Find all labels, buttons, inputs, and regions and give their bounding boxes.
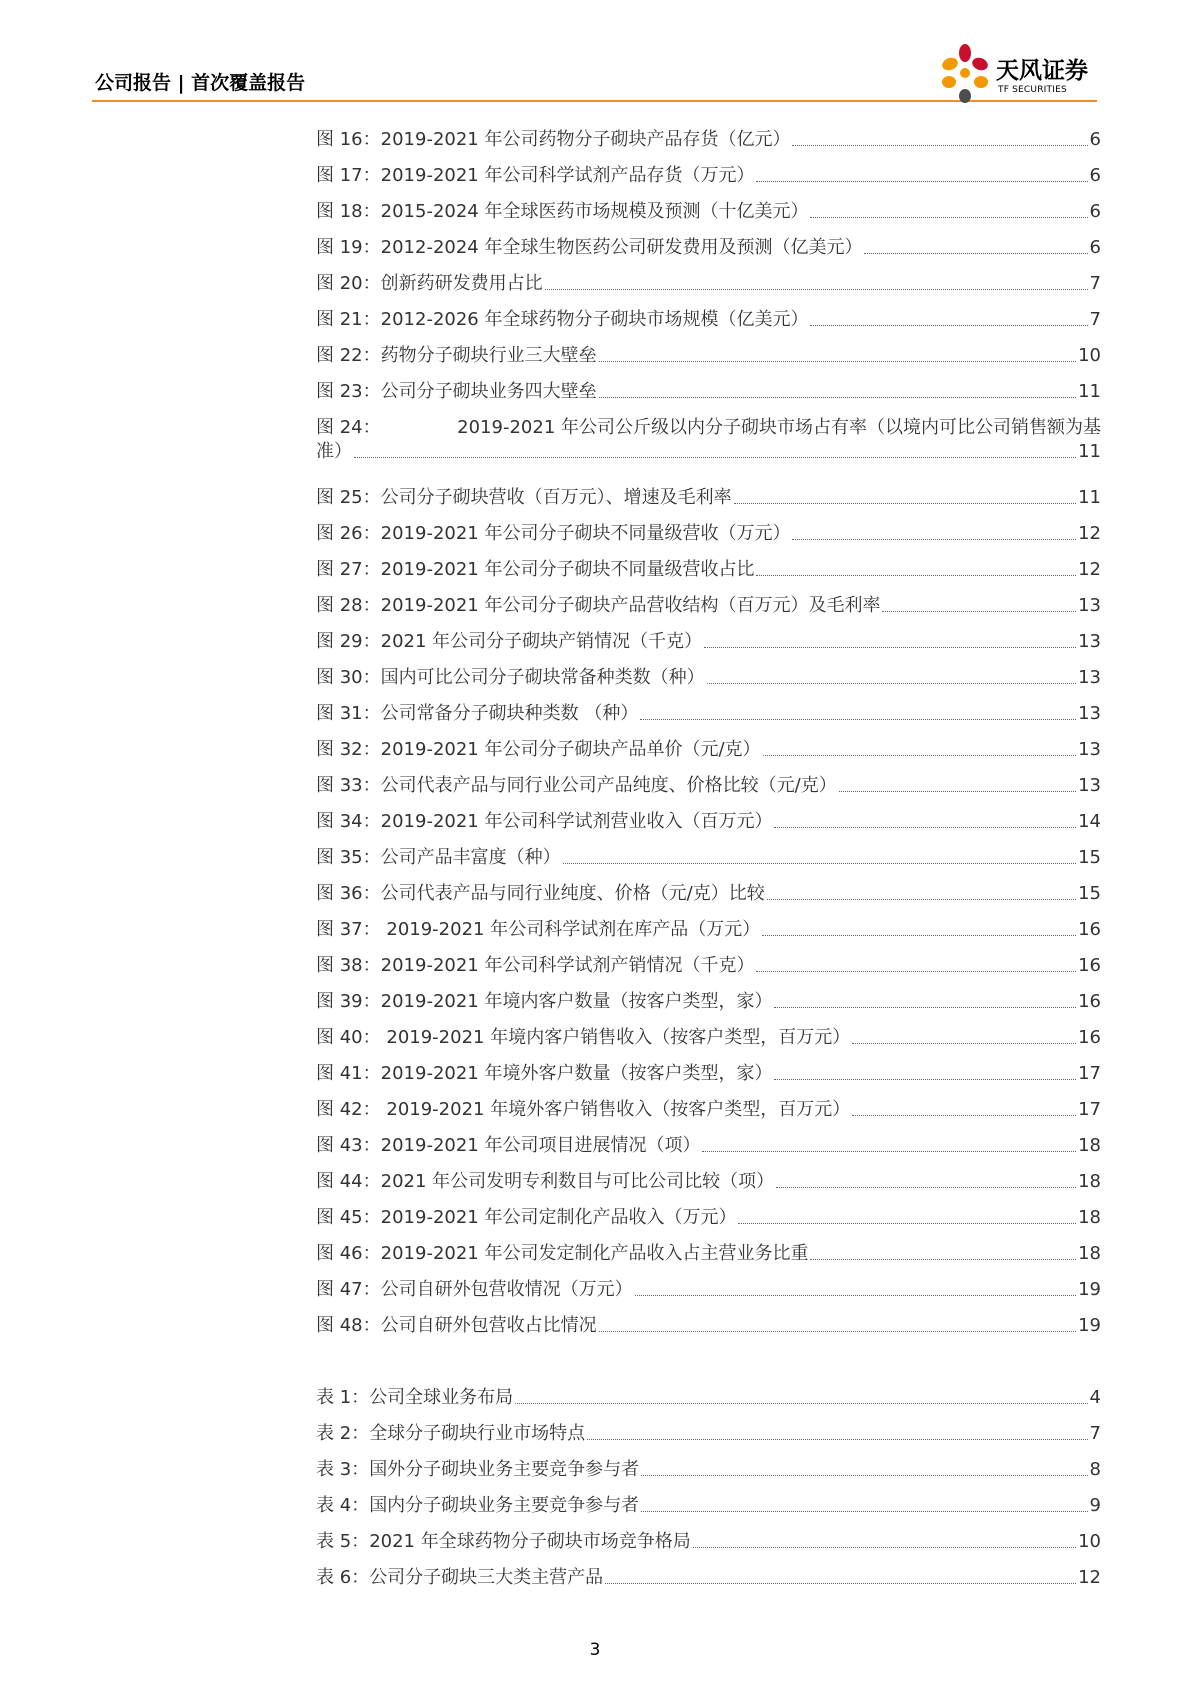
toc-entry-label: 图 41： — [316, 1063, 381, 1084]
toc-entry-title: 2019-2021 年公司科学试剂产销情况（千克） — [380, 955, 755, 976]
toc-entry-line — [316, 236, 1101, 260]
toc-page-number: 19 — [1078, 1279, 1101, 1300]
toc-figure-entry[interactable] — [316, 1098, 1101, 1122]
toc-entry-line — [316, 1062, 1101, 1086]
toc-entry-line — [316, 702, 1101, 726]
toc-entry-text — [316, 990, 772, 1014]
toc-entry-text — [316, 882, 765, 906]
toc-entry-label: 图 33： — [316, 775, 381, 796]
toc-entry-title: 2019-2021 年公司科学试剂产品存货（万元） — [380, 165, 755, 186]
company-logo — [936, 42, 1096, 104]
toc-entry-title: 2019-2021 年境内客户销售收入（按客户类型，百万元） — [380, 1027, 851, 1048]
toc-figure-entry[interactable] — [316, 954, 1101, 978]
toc-entry-text — [316, 1314, 597, 1338]
toc-entry-title: 国内可比公司分子砌块常备种类数（种） — [380, 667, 705, 688]
toc-page-number: 17 — [1078, 1099, 1101, 1120]
toc-entry-line — [316, 1026, 1101, 1050]
toc-entry-line — [316, 666, 1101, 690]
toc-entry-line — [316, 200, 1101, 224]
toc-page-number: 17 — [1078, 1063, 1101, 1084]
toc-entry-text — [316, 558, 754, 582]
toc-page-number: 14 — [1078, 811, 1101, 832]
toc-figure-entry[interactable] — [316, 774, 1101, 798]
toc-entry-label: 图 34： — [316, 811, 381, 832]
toc-entry-line — [316, 272, 1101, 296]
toc-entry-label: 图 35： — [316, 847, 381, 868]
toc-entry-title: 公司代表产品与同行业公司产品纯度、价格比较（元/克） — [380, 775, 837, 796]
toc-entry-label: 图 37： — [316, 919, 381, 940]
toc-entry-text — [316, 1530, 691, 1554]
toc-table-entry[interactable] — [316, 1494, 1101, 1518]
logo-text-en: TF SECURITIES — [998, 85, 1067, 95]
toc-table-entry[interactable] — [316, 1386, 1101, 1410]
toc-page-number: 16 — [1078, 919, 1101, 940]
toc-page-number: 11 — [1078, 381, 1101, 402]
toc-entry-line — [316, 1458, 1101, 1482]
toc-page-number: 7 — [1089, 1423, 1101, 1444]
toc-entry-line — [316, 774, 1101, 798]
toc-page-number: 13 — [1078, 703, 1101, 724]
toc-page-number: 15 — [1078, 847, 1101, 868]
toc-entry-title: 2019-2021 年公司公斤级以内分子砌块市场占有率（以境内可比公司销售额为基 — [457, 417, 1101, 438]
toc-figure-entry[interactable] — [316, 1170, 1101, 1194]
toc-table-entry[interactable] — [316, 1422, 1101, 1446]
toc-entry-text — [316, 1242, 808, 1266]
toc-entry-label: 图 16： — [316, 129, 381, 150]
toc-entry-line — [316, 594, 1101, 618]
toc-dot-leader — [810, 325, 1087, 326]
toc-dot-leader — [792, 539, 1076, 540]
toc-entry-line — [316, 1386, 1101, 1410]
toc-entry-line — [316, 558, 1101, 582]
toc-entry-title: 2019-2021 年境内客户数量（按客户类型，家） — [380, 991, 773, 1012]
toc-entry-line — [316, 1206, 1101, 1230]
toc-page-number: 10 — [1078, 1531, 1101, 1552]
toc-entry-line — [316, 1422, 1101, 1446]
toc-dot-leader — [515, 1403, 1087, 1404]
toc-page-number: 18 — [1078, 1171, 1101, 1192]
toc-dot-leader — [774, 827, 1076, 828]
toc-entry-line — [316, 810, 1101, 834]
toc-entry-text — [316, 954, 754, 978]
toc-figure-entry[interactable] — [316, 594, 1101, 618]
toc-dot-leader — [641, 1475, 1087, 1476]
toc-entry-label: 图 36： — [316, 883, 381, 904]
toc-entry-title: 公司分子砌块三大类主营产品 — [369, 1567, 604, 1588]
toc-entry-line — [316, 380, 1101, 404]
toc-entry-text — [316, 1170, 774, 1194]
toc-figure-entry[interactable] — [316, 1278, 1101, 1302]
toc-entry-text — [316, 702, 638, 726]
toc-page-number: 4 — [1089, 1387, 1101, 1408]
toc-entry-title: 2021 年公司发明专利数目与可比公司比较（项） — [380, 1171, 775, 1192]
toc-entry-label: 图 21： — [316, 309, 381, 330]
toc-figure-entry[interactable] — [316, 738, 1101, 762]
toc-entry-title: 2021 年公司分子砌块产销情况（千克） — [380, 631, 703, 652]
toc-entry-title: 2019-2021 年公司药物分子砌块产品存货（亿元） — [380, 129, 791, 150]
toc-entry-title: 2019-2021 年公司科学试剂营业收入（百万元） — [380, 811, 773, 832]
toc-entry-text — [316, 344, 597, 368]
toc-entry-line — [316, 1134, 1101, 1158]
toc-dot-leader — [563, 863, 1076, 864]
toc-entry-text — [316, 1386, 513, 1410]
toc-entry-label: 图 24： — [316, 417, 381, 438]
toc-entry-text — [316, 1098, 850, 1122]
toc-entry-text — [316, 200, 808, 224]
toc-page-number: 18 — [1078, 1135, 1101, 1156]
report-type-title: 公司报告 | 首次覆盖报告 — [95, 72, 306, 94]
toc-entry-text — [316, 594, 880, 618]
toc-entry-label: 图 43： — [316, 1135, 381, 1156]
toc-table-entry[interactable] — [316, 1566, 1101, 1590]
toc-entry-label: 图 19： — [316, 237, 381, 258]
toc-figure-entry[interactable] — [316, 630, 1101, 654]
toc-entry-text — [316, 486, 732, 510]
toc-entry-line — [316, 630, 1101, 654]
toc-dot-leader — [599, 1331, 1076, 1332]
toc-entry-line — [316, 918, 1101, 942]
toc-dot-leader — [774, 1079, 1076, 1080]
toc-entry-text — [316, 236, 862, 260]
toc-entry-label: 图 44： — [316, 1171, 381, 1192]
page-number: 3 — [589, 1640, 601, 1660]
toc-entry-title: 公司分子砌块业务四大壁垒 — [380, 381, 597, 402]
toc-entry-label: 图 25： — [316, 487, 381, 508]
toc-dot-leader — [599, 361, 1076, 362]
toc-dot-leader — [763, 755, 1077, 756]
toc-dot-leader — [852, 1043, 1076, 1044]
toc-page-number: 11 — [1078, 487, 1101, 508]
toc-entry-line — [316, 990, 1101, 1014]
toc-dot-leader — [545, 289, 1088, 290]
toc-dot-leader — [599, 397, 1076, 398]
toc-figure-entry[interactable] — [316, 416, 1101, 464]
toc-entry-text — [316, 1278, 633, 1302]
toc-entry-first-line — [316, 416, 1101, 440]
toc-figure-entry[interactable] — [316, 1026, 1101, 1050]
toc-figure-entry[interactable] — [316, 128, 1101, 152]
toc-entry-text — [316, 1206, 736, 1230]
toc-entry-label: 图 22： — [316, 345, 381, 366]
toc-dot-leader — [702, 1151, 1076, 1152]
toc-dot-leader — [605, 1583, 1076, 1584]
toc-page-number: 16 — [1078, 991, 1101, 1012]
toc-entry-text — [316, 630, 702, 654]
toc-entry-title: 2019-2021 年公司定制化产品收入（万元） — [380, 1207, 737, 1228]
toc-entry-title: 2019-2021 年公司分子砌块不同量级营收（万元） — [380, 523, 791, 544]
toc-entry-title-continued: 准） — [316, 441, 352, 462]
toc-entry-line — [316, 1278, 1101, 1302]
toc-entry-text — [316, 774, 837, 798]
toc-figure-entry[interactable] — [316, 522, 1101, 546]
toc-entry-line — [316, 308, 1101, 332]
toc-dot-leader — [354, 457, 1076, 458]
toc-entry-text — [316, 846, 561, 870]
toc-entry-title: 2012-2026 年全球药物分子砌块市场规模（亿美元） — [380, 309, 809, 330]
toc-entry-line — [316, 882, 1101, 906]
toc-entry-text — [316, 1422, 585, 1446]
toc-page-number: 13 — [1078, 775, 1101, 796]
toc-page-number: 11 — [1078, 441, 1101, 462]
toc-dot-leader — [839, 791, 1076, 792]
toc-entry-line — [316, 1314, 1101, 1338]
toc-entry-label: 图 46： — [316, 1243, 381, 1264]
toc-dot-leader — [774, 1007, 1076, 1008]
toc-dot-leader — [756, 181, 1087, 182]
toc-entry-title: 全球分子砌块行业市场特点 — [369, 1423, 586, 1444]
toc-dot-leader — [852, 1115, 1076, 1116]
toc-entry-line — [316, 738, 1101, 762]
toc-figure-entry[interactable] — [316, 272, 1101, 296]
toc-dot-leader — [767, 899, 1076, 900]
toc-entry-line — [316, 522, 1101, 546]
toc-entry-text — [316, 810, 772, 834]
toc-entry-text — [316, 272, 543, 296]
toc-entry-title: 药物分子砌块行业三大壁垒 — [380, 345, 597, 366]
toc-dot-leader — [738, 1223, 1076, 1224]
toc-figure-entry[interactable] — [316, 344, 1101, 368]
toc-figure-entry[interactable] — [316, 558, 1101, 582]
toc-page-number: 15 — [1078, 883, 1101, 904]
toc-figure-entry[interactable] — [316, 380, 1101, 404]
toc-entry-title: 公司产品丰富度（种） — [380, 847, 561, 868]
toc-dot-leader — [776, 1187, 1076, 1188]
toc-entry-line — [316, 1170, 1101, 1194]
toc-dot-leader — [756, 575, 1076, 576]
toc-dot-leader — [693, 1547, 1076, 1548]
toc-page-number: 18 — [1078, 1207, 1101, 1228]
toc-figure-entry[interactable] — [316, 990, 1101, 1014]
toc-entry-line — [316, 846, 1101, 870]
toc-figure-entry[interactable] — [316, 486, 1101, 510]
toc-entry-text — [316, 522, 790, 546]
toc-entry-line — [316, 954, 1101, 978]
toc-entry-title: 创新药研发费用占比 — [380, 273, 543, 294]
toc-entry-title: 公司代表产品与同行业纯度、价格（元/克）比较 — [380, 883, 765, 904]
toc-page-number: 13 — [1078, 667, 1101, 688]
toc-figure-entry[interactable] — [316, 702, 1101, 726]
toc-entry-title: 2019-2021 年公司分子砌块产品单价（元/克） — [380, 739, 761, 760]
toc-entry-label: 图 26： — [316, 523, 381, 544]
toc-entry-label: 表 2： — [316, 1423, 370, 1444]
toc-entry-line — [316, 486, 1101, 510]
toc-entry-label: 图 40： — [316, 1027, 381, 1048]
toc-dot-leader — [704, 647, 1076, 648]
toc-entry-label: 图 45： — [316, 1207, 381, 1228]
toc-figure-entry[interactable] — [316, 236, 1101, 260]
toc-page-number: 12 — [1078, 523, 1101, 544]
toc-figure-entry[interactable] — [316, 1242, 1101, 1266]
toc-entry-title: 公司全球业务布局 — [369, 1387, 514, 1408]
toc-page-number: 6 — [1089, 129, 1101, 150]
toc-dot-leader — [641, 1511, 1087, 1512]
toc-entry-text — [316, 1134, 700, 1158]
toc-entry-line — [316, 164, 1101, 188]
toc-entry-text — [316, 1062, 772, 1086]
toc-dot-leader — [792, 145, 1087, 146]
toc-entry-title: 2019-2021 年公司项目进展情况（项） — [380, 1135, 701, 1156]
toc-entry-line — [316, 440, 1101, 464]
toc-figure-entry[interactable] — [316, 1134, 1101, 1158]
toc-entry-text — [316, 1566, 603, 1590]
toc-entry-text — [316, 164, 754, 188]
toc-page-number: 6 — [1089, 165, 1101, 186]
toc-entry-title: 2015-2024 年全球医药市场规模及预测（十亿美元） — [380, 201, 809, 222]
toc-page-number: 16 — [1078, 1027, 1101, 1048]
toc-figure-entry[interactable] — [316, 1062, 1101, 1086]
flower-logo-icon — [936, 42, 994, 104]
toc-entry-label: 图 48： — [316, 1315, 381, 1336]
toc-figure-entry[interactable] — [316, 846, 1101, 870]
toc-dot-leader — [762, 935, 1076, 936]
toc-entry-label: 图 23： — [316, 381, 381, 402]
toc-entry-label: 表 3： — [316, 1459, 370, 1480]
toc-entry-title: 公司常备分子砌块种类数 （种） — [380, 703, 639, 724]
toc-dot-leader — [882, 611, 1076, 612]
toc-entry-text — [316, 380, 597, 404]
toc-figure-entry[interactable] — [316, 666, 1101, 690]
toc-dot-leader — [707, 683, 1076, 684]
toc-page-number: 6 — [1089, 237, 1101, 258]
toc-page-number: 6 — [1089, 201, 1101, 222]
toc-entry-title: 2019-2021 年公司科学试剂在库产品（万元） — [380, 919, 761, 940]
toc-entry-title: 2012-2024 年全球生物医药公司研发费用及预测（亿美元） — [380, 237, 863, 258]
toc-page-number: 7 — [1089, 309, 1101, 330]
toc-dot-leader — [810, 217, 1087, 218]
toc-dot-leader — [810, 1259, 1076, 1260]
toc-entry-title: 公司自研外包营收占比情况 — [380, 1315, 597, 1336]
toc-figure-entry[interactable] — [316, 882, 1101, 906]
toc-dot-leader — [864, 253, 1087, 254]
toc-figure-entry[interactable] — [316, 918, 1101, 942]
toc-entry-label: 表 5： — [316, 1531, 370, 1552]
toc-table-entry[interactable] — [316, 1458, 1101, 1482]
toc-entry-label: 图 42： — [316, 1099, 381, 1120]
toc-entry-label: 图 39： — [316, 991, 381, 1012]
toc-dot-leader — [635, 1295, 1076, 1296]
toc-entry-title: 2021 年全球药物分子砌块市场竞争格局 — [369, 1531, 691, 1552]
logo-text-cn: 天风证券 — [996, 58, 1088, 84]
toc-figure-entry[interactable] — [316, 810, 1101, 834]
toc-page-number: 10 — [1078, 345, 1101, 366]
toc-figure-entry[interactable] — [316, 1206, 1101, 1230]
toc-entry-label: 表 4： — [316, 1495, 370, 1516]
toc-entry-line — [316, 1566, 1101, 1590]
toc-figure-entry[interactable] — [316, 164, 1101, 188]
toc-entry-label: 图 20： — [316, 273, 381, 294]
toc-entry-title: 2019-2021 年公司分子砌块不同量级营收占比 — [380, 559, 755, 580]
toc-entry-title: 2019-2021 年公司发定制化产品收入占主营业务比重 — [380, 1243, 809, 1264]
toc-dot-leader — [587, 1439, 1087, 1440]
toc-entry-label: 图 38： — [316, 955, 381, 976]
toc-entry-line — [316, 1530, 1101, 1554]
toc-entry-label: 图 27： — [316, 559, 381, 580]
toc-entry-title: 2019-2021 年公司分子砌块产品营收结构（百万元）及毛利率 — [380, 595, 881, 616]
toc-entry-text — [316, 1494, 639, 1518]
toc-entry-title: 公司自研外包营收情况（万元） — [380, 1279, 633, 1300]
toc-page-number: 8 — [1089, 1459, 1101, 1480]
toc-page-number: 18 — [1078, 1243, 1101, 1264]
toc-entry-label: 图 17： — [316, 165, 381, 186]
toc-page-number: 9 — [1089, 1495, 1101, 1516]
toc-entry-text — [316, 1458, 639, 1482]
toc-entry-text — [316, 1026, 850, 1050]
toc-entry-title: 2019-2021 年境外客户销售收入（按客户类型，百万元） — [380, 1099, 851, 1120]
toc-entry-text — [316, 128, 790, 152]
toc-entry-label: 图 28： — [316, 595, 381, 616]
toc-entry-text — [316, 308, 808, 332]
toc-entry-label: 图 32： — [316, 739, 381, 760]
toc-entry-line — [316, 128, 1101, 152]
toc-page-number: 13 — [1078, 595, 1101, 616]
toc-entry-label: 图 47： — [316, 1279, 381, 1300]
toc-dot-leader — [734, 503, 1076, 504]
toc-page-number: 19 — [1078, 1315, 1101, 1336]
toc-entry-title: 国内分子砌块业务主要竞争参与者 — [369, 1495, 640, 1516]
toc-entry-label: 图 18： — [316, 201, 381, 222]
toc-entry-label: 图 30： — [316, 667, 381, 688]
toc-entry-label: 图 31： — [316, 703, 381, 724]
toc-entry-line — [316, 344, 1101, 368]
toc-entry-title: 公司分子砌块营收（百万元）、增速及毛利率 — [380, 487, 732, 508]
toc-entry-line — [316, 1494, 1101, 1518]
toc-entry-title: 2019-2021 年境外客户数量（按客户类型，家） — [380, 1063, 773, 1084]
toc-page-number: 7 — [1089, 273, 1101, 294]
toc-figure-entry[interactable] — [316, 1314, 1101, 1338]
toc-figure-entry[interactable] — [316, 200, 1101, 224]
toc-page-number: 12 — [1078, 1567, 1101, 1588]
toc-page-number: 12 — [1078, 559, 1101, 580]
toc-entry-title: 国外分子砌块业务主要竞争参与者 — [369, 1459, 640, 1480]
toc-entry-line — [316, 1098, 1101, 1122]
toc-entry-line — [316, 1242, 1101, 1266]
toc-entry-text — [316, 738, 761, 762]
toc-page-number: 13 — [1078, 739, 1101, 760]
toc-table-entry[interactable] — [316, 1530, 1101, 1554]
toc-entry-label: 表 6： — [316, 1567, 370, 1588]
toc-dot-leader — [756, 971, 1076, 972]
toc-page-number: 16 — [1078, 955, 1101, 976]
toc-entry-text — [316, 918, 760, 942]
toc-entry-label: 表 1： — [316, 1387, 370, 1408]
toc-entry-text — [316, 666, 705, 690]
toc-figure-entry[interactable] — [316, 308, 1101, 332]
toc-entry-label: 图 29： — [316, 631, 381, 652]
toc-page-number: 13 — [1078, 631, 1101, 652]
toc-dot-leader — [640, 719, 1076, 720]
